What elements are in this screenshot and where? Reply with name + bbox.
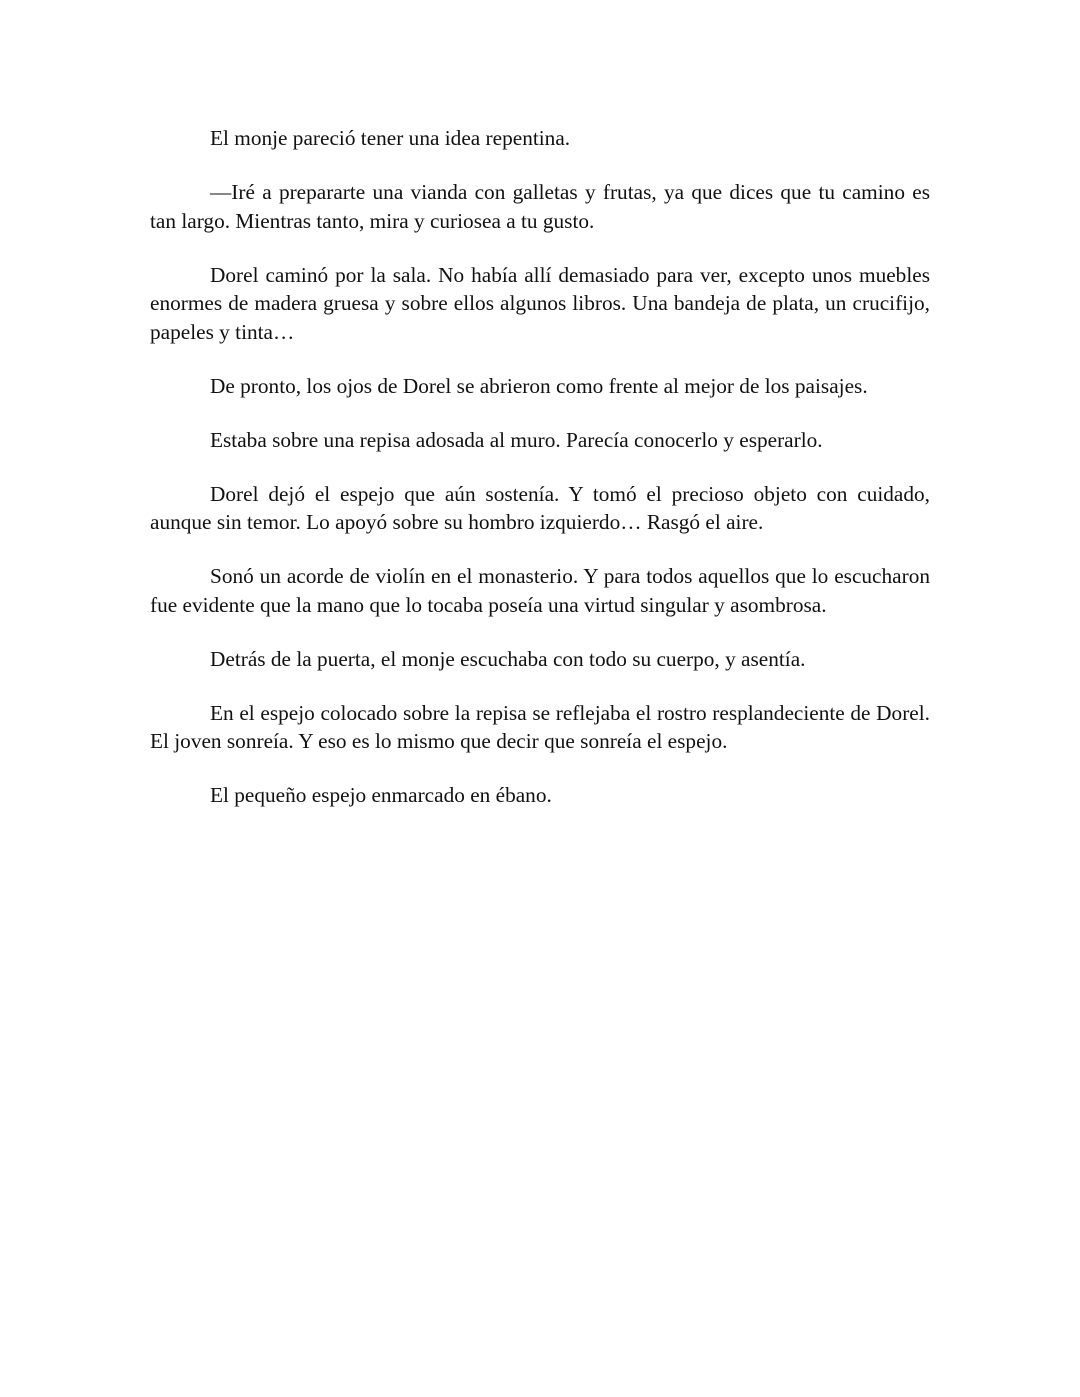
paragraph-1: El monje pareció tener una idea repentina. (210, 126, 571, 150)
paragraph-5: Estaba sobre una repisa adosada al muro. Parecía conocerlo y esperarlo. (210, 427, 823, 452)
paragraph-10: El pequeño espejo enmarcado en ébano. (210, 783, 552, 807)
paragraph-3: Dorel caminó por la sala. No había allí demasiado para ver, excepto unos muebles enormes de madera gruesa y sobre ellos algunos libros. Una bandeja de plata, un crucifijo, papeles y tinta… (150, 262, 930, 344)
paragraph-9: En el espejo colocado sobre la repisa se reflejaba el rostro resplandeciente de Dorel. El joven sonreía. Y eso es lo mismo que decir que sonreía el espejo. (150, 700, 930, 753)
document-page (150, 124, 930, 835)
paragraph-8: Detrás de la puerta, el monje escuchaba con todo su cuerpo, y asentía. (210, 646, 806, 671)
paragraph-2: —Iré a prepararte una vianda con galletas y frutas, ya que dices que tu camino es tan largo. Mientras tanto, mira y curiosea a tu gusto. (150, 180, 930, 233)
paragraph-7: Sonó un acorde de violín en el monasterio. Y para todos aquellos que lo escucharon fue evidente que la mano que lo tocaba poseía una virtud singular y asombrosa. (150, 564, 930, 617)
paragraph-4: De pronto, los ojos de Dorel se abrieron como frente al mejor de los paisajes. (210, 373, 868, 398)
paragraph-6: Dorel dejó el espejo que aún sostenía. Y tomó el precioso objeto con cuidado, aunque sin temor. Lo apoyó sobre su hombro izquierdo… Rasgó el aire. (150, 481, 930, 534)
